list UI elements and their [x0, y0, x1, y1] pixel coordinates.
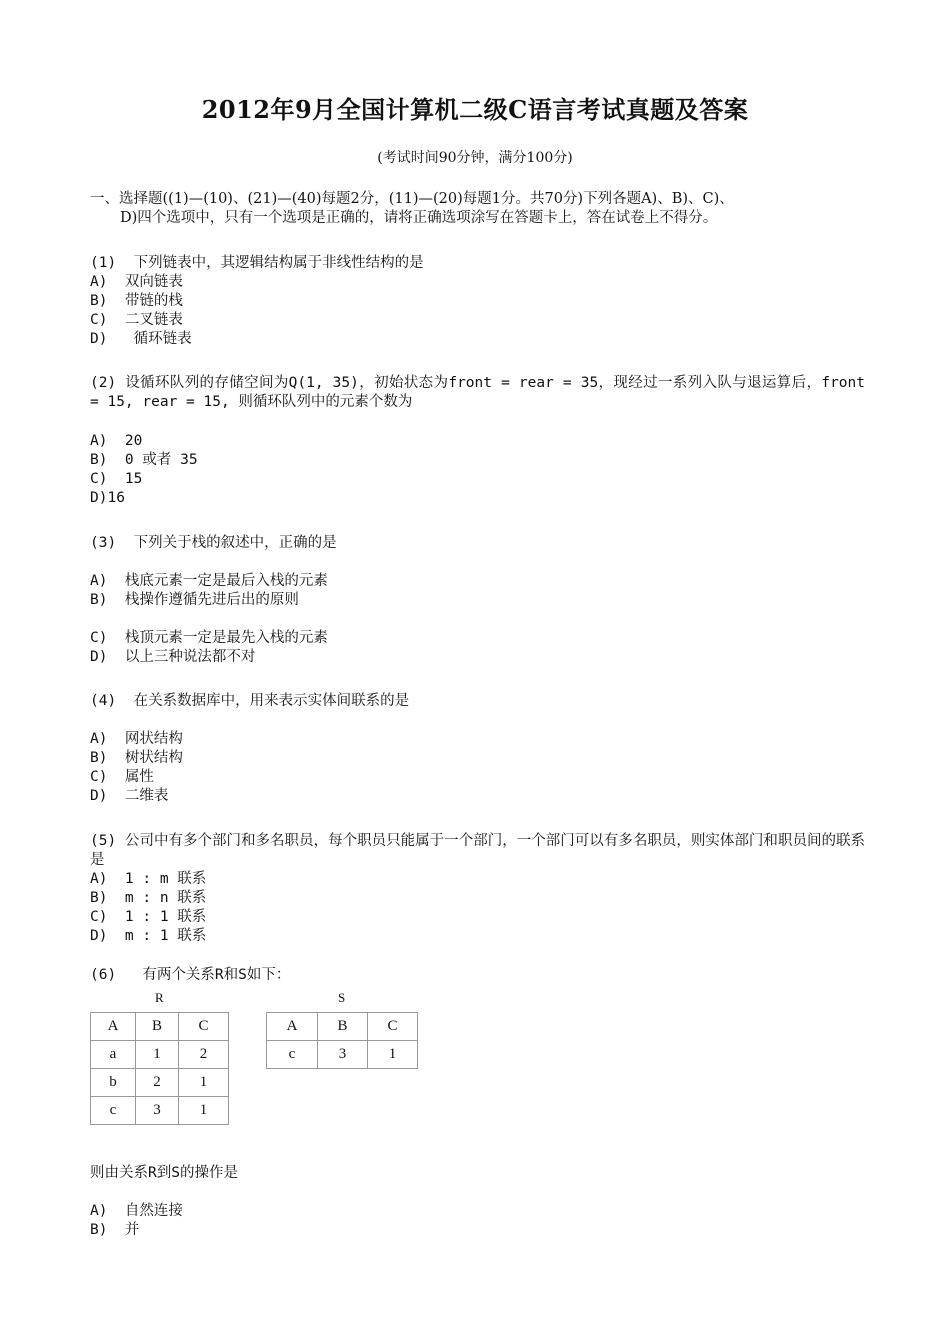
- exam-subtitle: (考试时间90分钟，满分100分): [377, 150, 573, 166]
- question-1-option-d: D) 循环链表: [90, 331, 192, 347]
- question-6-followup: 则由关系R到S的操作是: [90, 1165, 238, 1181]
- page-title: 2012年9月全国计算机二级C语言考试真题及答案: [201, 95, 749, 124]
- question-2-option-d: D)16: [90, 490, 125, 506]
- relation-s-caption: S: [338, 990, 346, 1005]
- question-5-option-d: D) m : 1 联系: [90, 928, 207, 944]
- table-row: [91, 1069, 229, 1097]
- instructions-line-2: D)四个选项中，只有一个选项是正确的，请将正确选项涂写在答题卡上，答在试卷上不得分。: [120, 210, 718, 226]
- table-cell: 2: [136, 1069, 179, 1097]
- table-cell: 1: [368, 1041, 418, 1069]
- table-cell: a: [91, 1041, 136, 1069]
- table-cell: b: [91, 1069, 136, 1097]
- question-2-option-c: C) 15: [90, 471, 143, 487]
- table-row: [91, 1097, 229, 1125]
- question-1-option-a: A) 双向链表: [90, 274, 183, 290]
- question-2-option-b: B) 0 或者 35: [90, 452, 198, 468]
- question-3-option-c: C) 栈顶元素一定是最先入栈的元素: [90, 630, 328, 646]
- relation-r-table: [90, 1012, 229, 1125]
- table-cell: c: [91, 1097, 136, 1125]
- relation-s-table: [266, 1012, 418, 1069]
- table-row: [91, 1013, 229, 1041]
- question-3-option-a: A) 栈底元素一定是最后入栈的元素: [90, 573, 328, 589]
- question-4-option-b: B) 树状结构: [90, 750, 183, 766]
- table-header-cell: C: [179, 1013, 229, 1041]
- table-header-cell: A: [267, 1013, 318, 1041]
- table-row: [267, 1013, 418, 1041]
- table-row: [267, 1041, 418, 1069]
- question-4-option-c: C) 属性: [90, 769, 154, 785]
- question-4-stem: (4) 在关系数据库中，用来表示实体间联系的是: [90, 693, 410, 709]
- relation-r-caption: R: [155, 990, 164, 1005]
- question-2-stem: (2) 设循环队列的存储空间为Q(1, 35)，初始状态为front = rear = 35，现经过一系列入队与退运算后，front = 15, rear = 15, 则循环队列中的元素个数为: [90, 375, 865, 410]
- question-5-option-a: A) 1 : m 联系: [90, 871, 207, 887]
- question-3-stem: (3) 下列关于栈的叙述中，正确的是: [90, 535, 337, 551]
- question-5-stem: (5) 公司中有多个部门和多名职员，每个职员只能属于一个部门，一个部门可以有多名职员，则实体部门和职员间的联系是: [90, 833, 865, 868]
- question-2-option-a: A) 20: [90, 433, 143, 449]
- table-cell: 1: [136, 1041, 179, 1069]
- question-6-option-b: B) 并: [90, 1222, 140, 1238]
- question-5-option-b: B) m : n 联系: [90, 890, 207, 906]
- table-cell: 2: [179, 1041, 229, 1069]
- question-5-option-c: C) 1 : 1 联系: [90, 909, 207, 925]
- table-cell: 3: [136, 1097, 179, 1125]
- question-3-option-d: D) 以上三种说法都不对: [90, 649, 256, 665]
- question-1-stem: (1) 下列链表中，其逻辑结构属于非线性结构的是: [90, 255, 424, 271]
- table-cell: 1: [179, 1097, 229, 1125]
- question-4-option-d: D) 二维表: [90, 788, 169, 804]
- table-cell: 3: [318, 1041, 368, 1069]
- table-header-cell: B: [318, 1013, 368, 1041]
- instructions-line-1: 一、选择题((1)—(10)、(21)—(40)每题2分，(11)—(20)每题1分。共70分)下列各题A)、B)、C)、: [90, 191, 734, 207]
- table-row: [91, 1041, 229, 1069]
- question-1-option-b: B) 带链的栈: [90, 293, 183, 309]
- question-6-stem: (6) 有两个关系R和S如下：: [90, 967, 291, 983]
- question-1-option-c: C) 二叉链表: [90, 312, 183, 328]
- question-6-option-a: A) 自然连接: [90, 1203, 183, 1219]
- question-3-option-b: B) 栈操作遵循先进后出的原则: [90, 592, 299, 608]
- table-header-cell: B: [136, 1013, 179, 1041]
- table-header-cell: A: [91, 1013, 136, 1041]
- table-cell: c: [267, 1041, 318, 1069]
- table-cell: 1: [179, 1069, 229, 1097]
- instructions: [90, 190, 870, 228]
- table-header-cell: C: [368, 1013, 418, 1041]
- question-4-option-a: A) 网状结构: [90, 731, 183, 747]
